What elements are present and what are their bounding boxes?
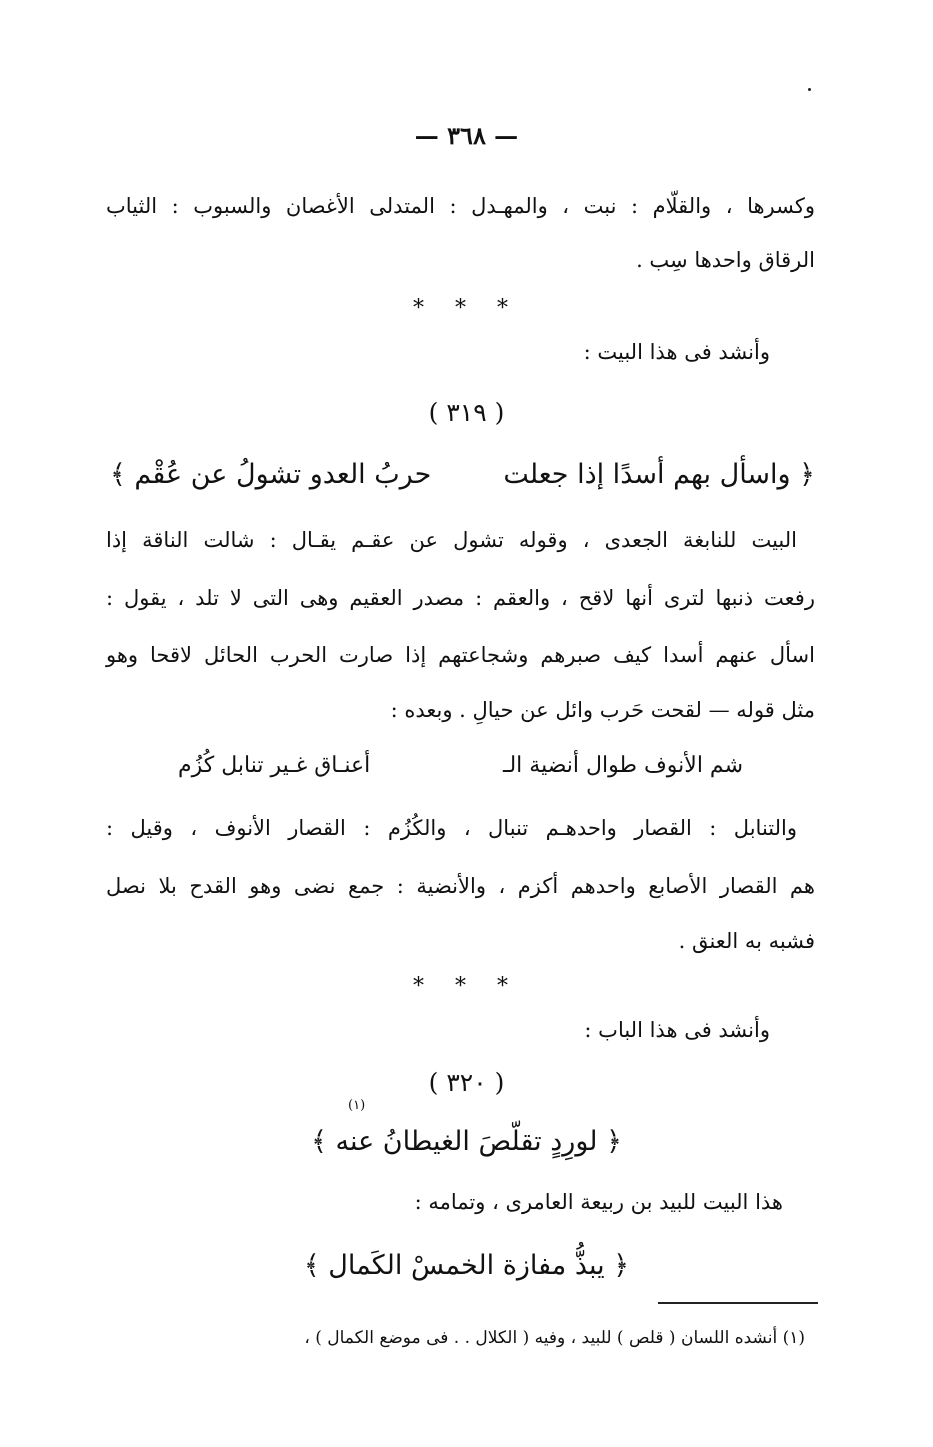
footnote-separator-rule (658, 1302, 818, 1304)
commentary-line-6: هم القصار الأصابع واحدهم أكزم ، والأنضية : جمع نضى وهو القدح بلا نصل (106, 874, 815, 898)
commentary-line-3: اسأل عنهم أسدا كيف صبرهم وشجاعتهم إذا صارت الحرب الحائل لاقحا وهو (106, 643, 815, 667)
verse-319-first-hemistich: ﴿ واسأل بهم أسدًا إذا جعلت (503, 459, 815, 490)
verse-319-second-hemistich: حربُ العدو تشولُ عن عُقْم ﴾ (110, 459, 432, 490)
quoted-verse-second-hemistich: أعنـاق غـير تنابل كُزُم (178, 753, 371, 778)
footnote-text: (١) أنشده اللسان ( قلص ) للبيد ، وفيه ( الكلال . . فى موضع الكمال ) ، (304, 1328, 805, 1348)
verse-number-319: ( ٣١٩ ) (428, 398, 505, 427)
verse-intro-1: وأنشد فى هذا البيت : (583, 340, 770, 364)
verse-320-text: ﴿ لورِدٍ تقلّصَ الغيطانُ عنه ﴾ (311, 1126, 622, 1157)
section-separator-stars: * * * (413, 296, 520, 321)
section-separator-stars-2: * * * (413, 974, 520, 999)
commentary-line-7: فشبه به العنق . (678, 929, 815, 953)
verse-number-320: ( ٣٢٠ ) (428, 1068, 505, 1097)
verse-320-completion: ﴿ يبذُّ مفازة الخمسْ الكَمال ﴾ (303, 1250, 630, 1281)
commentary-line-4: مثل قوله — لقحت حَرب وائل عن حيالِ . وبعده : (390, 698, 815, 722)
text-line-1: وكسرها ، والقلّام : نبت ، والمهـدل : المتدلى الأغصان والسبوب : الثياب (106, 194, 815, 218)
verse-intro-2: وأنشد فى هذا الباب : (584, 1018, 770, 1042)
page-number: — ٣٦٨ — (414, 121, 519, 150)
quoted-verse-first-hemistich: شم الأنوف طوال أنضية الـ (503, 753, 743, 778)
commentary-line-8: هذا البيت للبيد بن ربيعة العامرى ، وتمامه : (414, 1190, 783, 1214)
commentary-line-1: البيت للنابغة الجعدى ، وقوله تشول عن عقـم يقـال : شالت الناقة إذا (106, 528, 797, 552)
text-line-2: الرقاق واحدها سِب . (636, 248, 815, 272)
page-dot-mark (808, 88, 811, 91)
footnote-reference: (١) (348, 1098, 366, 1113)
commentary-line-5: والتنابل : القصار واحدهـم تنبال ، والكُزُم : القصار الأنوف ، وقيل : (106, 816, 797, 840)
commentary-line-2: رفعت ذنبها لترى أنها لاقح ، والعقم : مصدر العقيم وهى التى لا تلد ، يقول : (106, 586, 815, 610)
